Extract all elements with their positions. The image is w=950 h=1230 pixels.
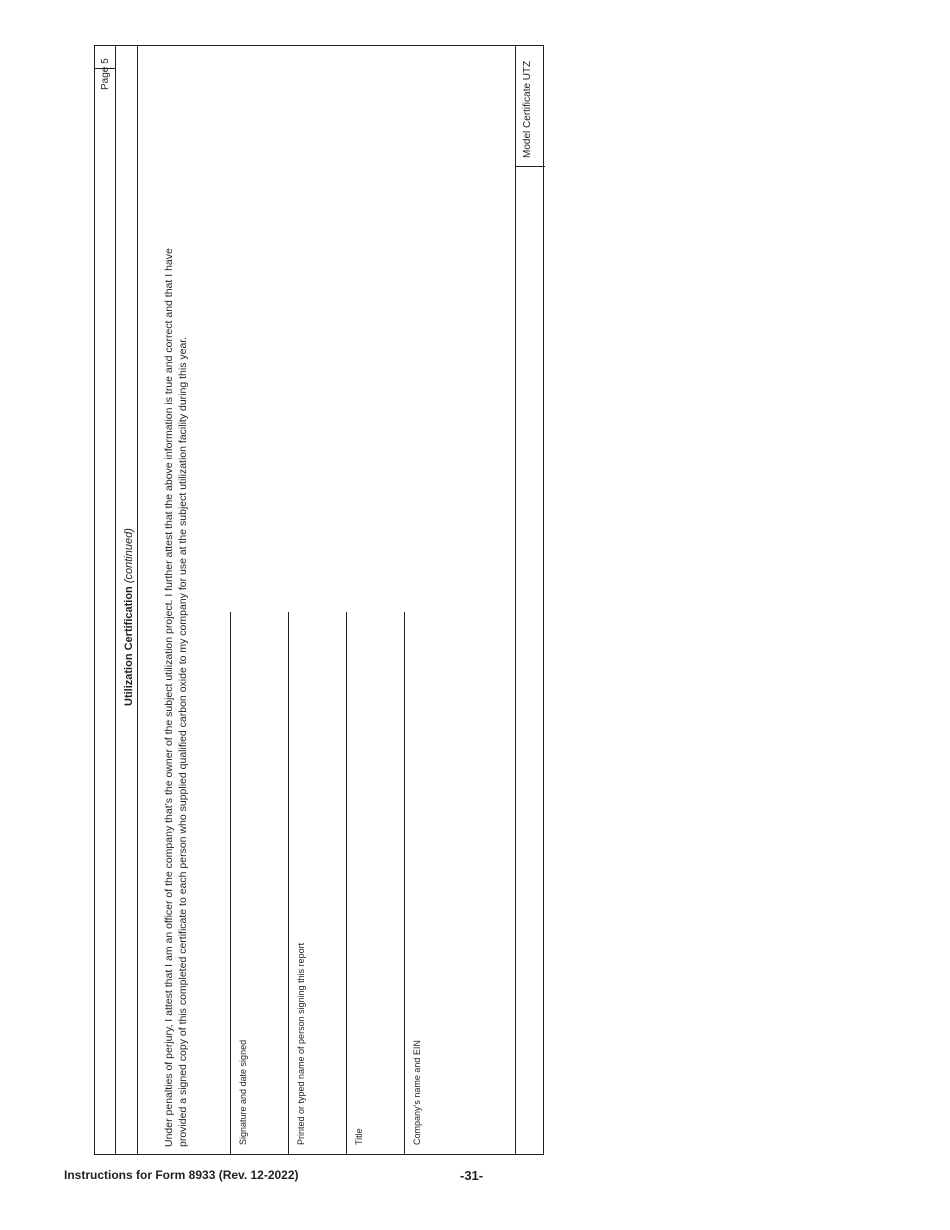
signature-line bbox=[230, 612, 231, 1155]
title-divider bbox=[137, 46, 138, 1154]
attestation-text bbox=[162, 87, 190, 1147]
title-label: Title bbox=[354, 1128, 364, 1145]
company-name-ein-label: Company’s name and EIN bbox=[412, 1040, 422, 1145]
footer-divider bbox=[515, 46, 516, 1154]
attestation-line-2: provided a signed copy of this completed certificate to each person who supplied qualified carbon oxide to my company for use at the subject utilization facility during this year. bbox=[177, 336, 189, 1147]
section-title-suffix: (continued) bbox=[123, 528, 135, 584]
footer-form-title: Instructions for Form 8933 (Rev. 12-2022) bbox=[64, 1168, 299, 1182]
page-label: Page 5 bbox=[100, 58, 111, 90]
printed-name-label: Printed or typed name of person signing this report bbox=[296, 942, 306, 1145]
model-label-rule bbox=[515, 166, 545, 167]
section-title-main: Utilization Certification bbox=[123, 586, 135, 706]
section-title bbox=[123, 528, 135, 706]
attestation-line-1: Under penalties of perjury, I attest that I am an officer of the company that’s the owner of the subject utilization project. I further attest that the above information is true and correct and that I have bbox=[163, 248, 175, 1147]
signature-date-label: Signature and date signed bbox=[238, 1039, 248, 1145]
footer-page-number: -31- bbox=[460, 1168, 484, 1183]
title-line bbox=[346, 612, 347, 1155]
company-line bbox=[404, 612, 405, 1155]
model-certificate-label: Model Certificate UTZ bbox=[522, 60, 533, 158]
header-divider bbox=[115, 46, 116, 1154]
printed-name-line bbox=[288, 612, 289, 1155]
